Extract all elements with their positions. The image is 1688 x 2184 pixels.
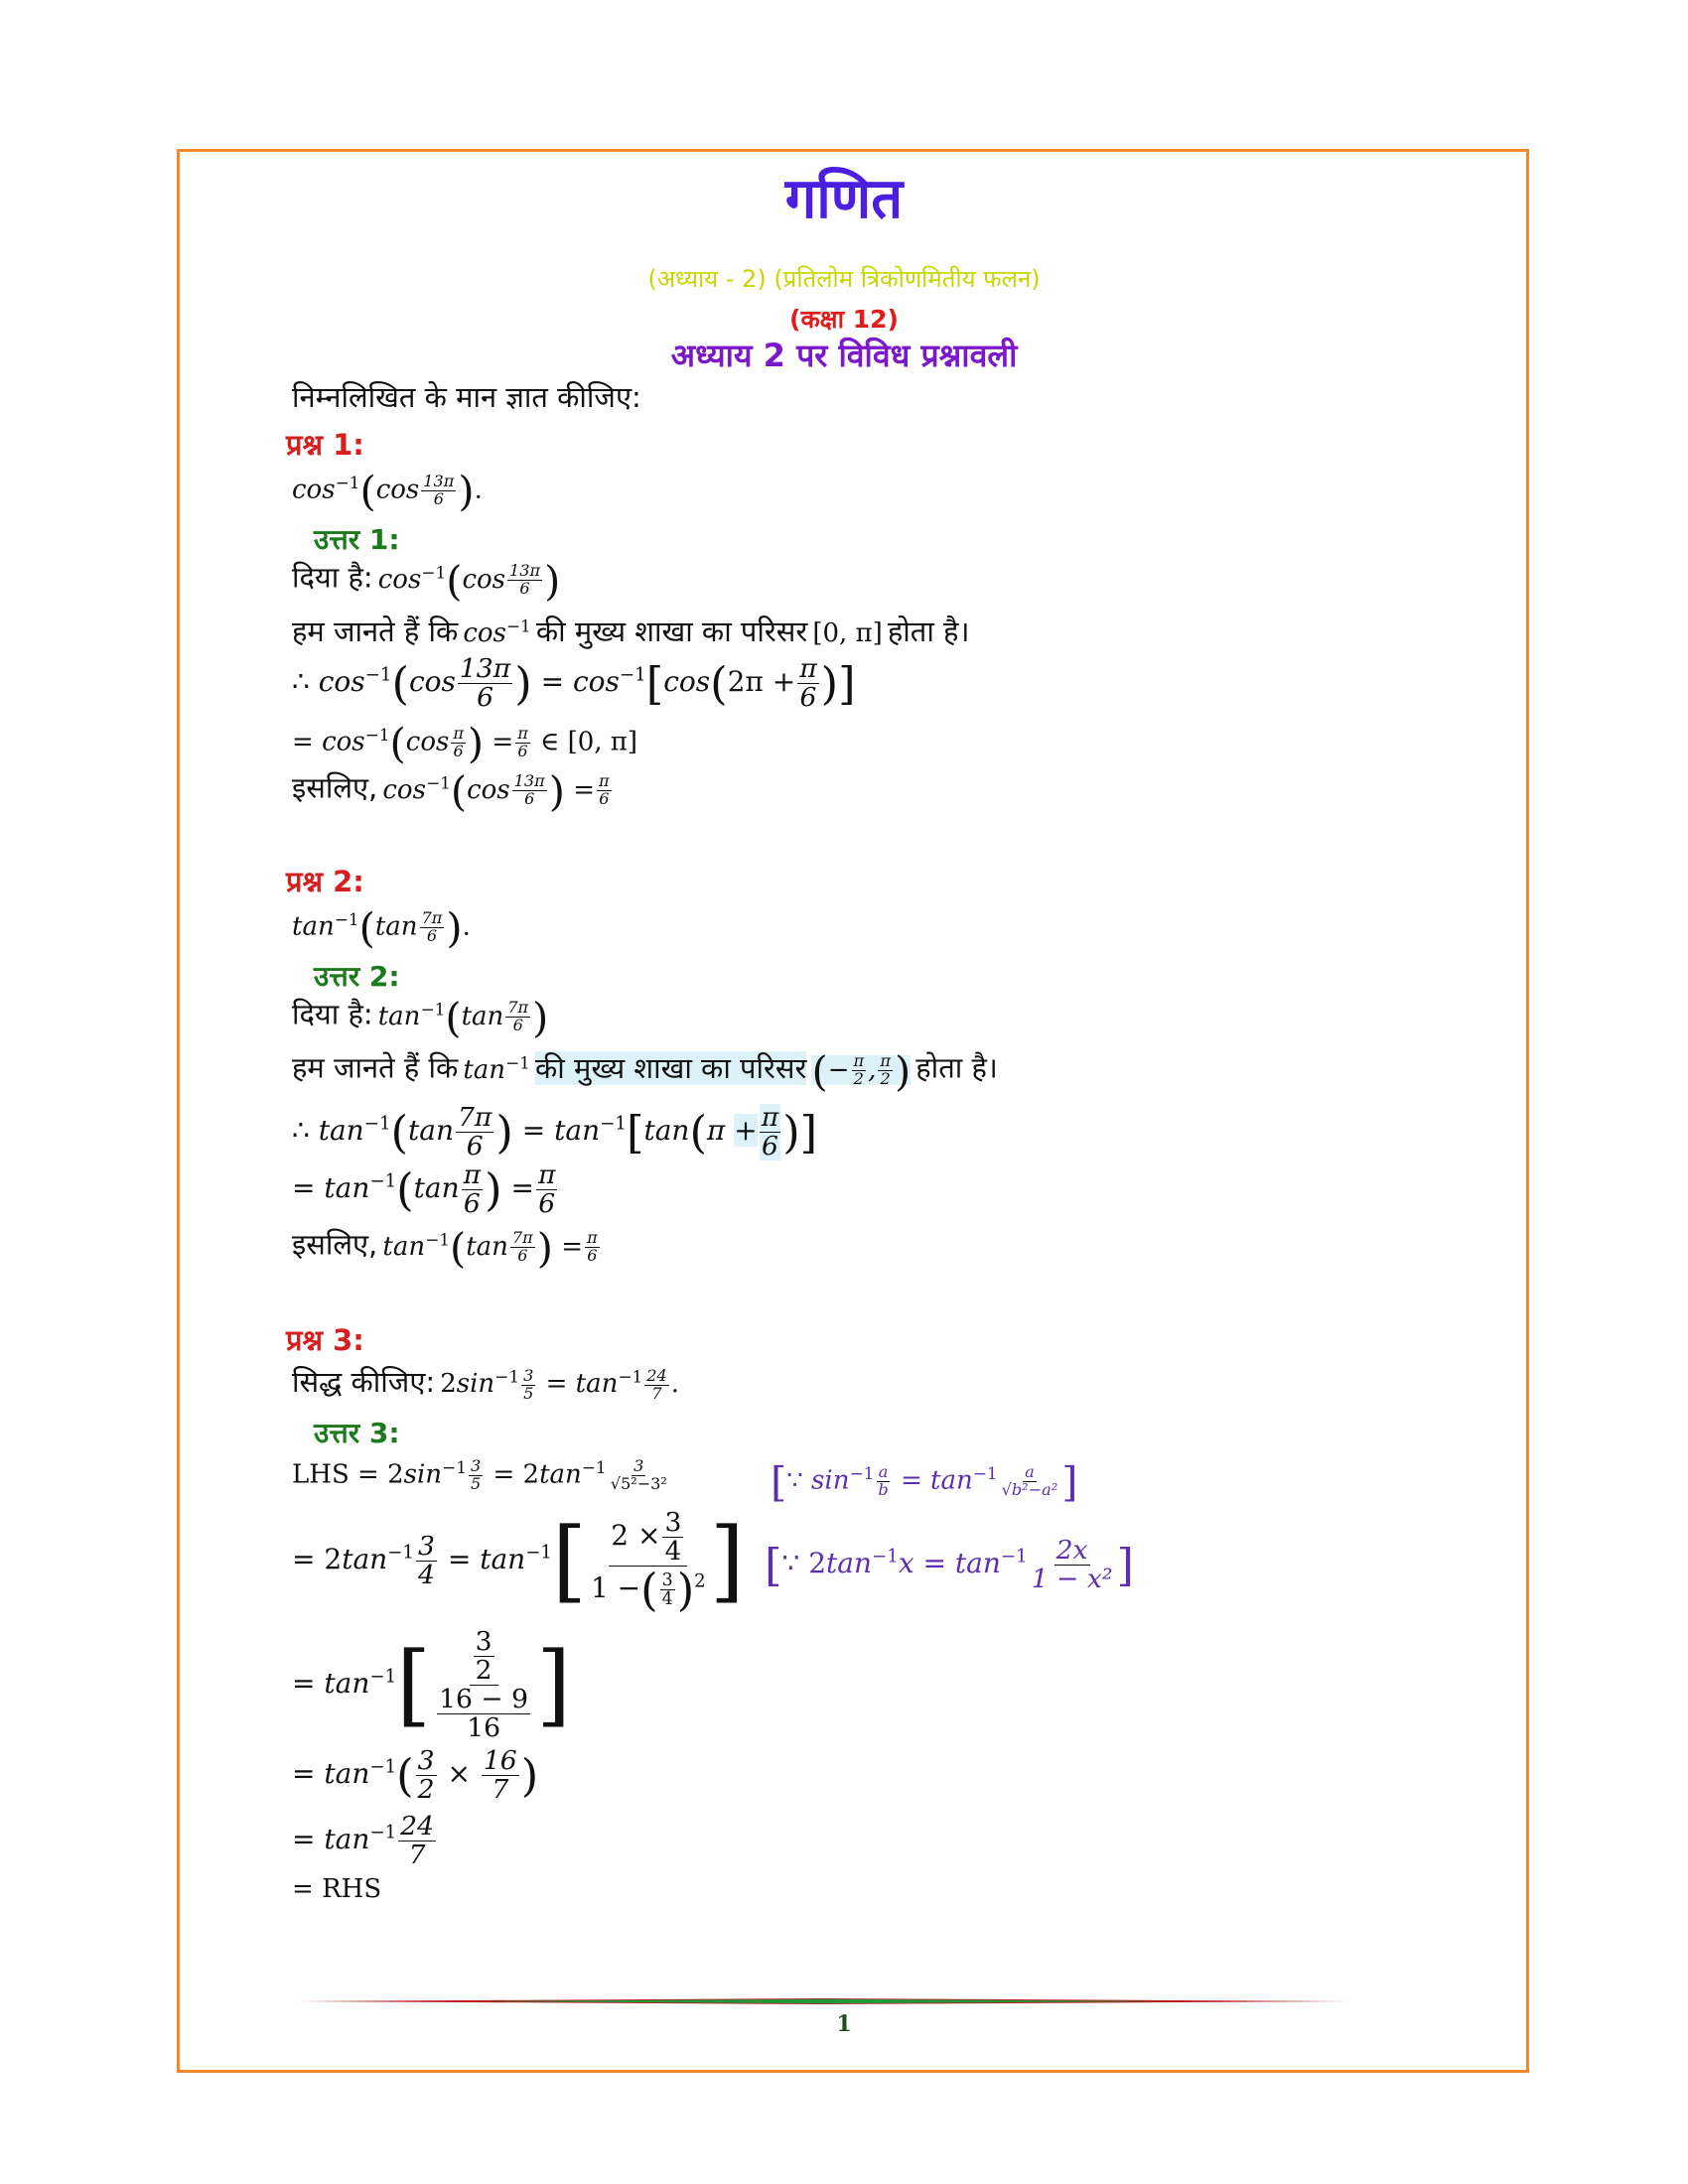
- answer-3-label: उत्तर 3:: [314, 1417, 400, 1449]
- answer-3-step-5: = $\tan^{-1}$ $\frac{24}{7}$: [292, 1811, 435, 1870]
- question-2-statement: $\tan^{-1}(\tan$ $\frac{7\pi}{6}$ ).: [292, 903, 471, 952]
- answer-3-note-2: [∵ $2\tan^{-1}x = \tan^{-1}$ $\frac{2x}{\text{1 − x²}}$ ]: [765, 1535, 1134, 1594]
- answer-1-step-2: = $\cos^{-1}(\cos$ $\frac{\pi}{6}$ ) = $\frac{\pi}{6}$ ∈ [0, π]: [292, 719, 638, 767]
- answer-3-note-1: [∵ $\sin^{-1}$ $\frac{a}{b}$ = $\tan^{-1}$ $\frac{a}{\text{√b²−a²}}$ ]: [771, 1457, 1078, 1506]
- answer-1-conclusion: इसलिए, $\cos^{-1}(\cos$ $\frac{13\pi}{6}$ ) = $\frac{\pi}{6}$: [292, 766, 610, 815]
- class-label: (कक्षा 12): [789, 305, 899, 334]
- answer-2-step-1: ∴ $\tan^{-1}(\tan$ $\frac{7\pi}{6}$ ) = $\tan^{-1}[\tan(\pi$ + $\frac{\pi}{6}$ )]: [292, 1102, 818, 1161]
- answer-1-label: उत्तर 1:: [314, 523, 400, 556]
- answer-1-range-line: हम जानते हैं कि $\cos^{-1}$ की मुख्य शाखा का परिसर [0, π] होता है।: [292, 614, 970, 648]
- answer-3-step-4: = $\tan^{-1}$( $\frac{3}{2}$ × $\frac{16}{7}$ ): [292, 1745, 539, 1805]
- answer-2-step-2: = $\tan^{-1}(\tan$ $\frac{\pi}{6}$ ) = $\frac{\pi}{6}$: [292, 1160, 556, 1219]
- answer-2-range-line: हम जानते हैं कि $\tan^{-1}$ की मुख्य शाखा का परिसर (− $\frac{\pi}{2}$ , $\frac{\pi}{2}$ ) होता है।: [292, 1046, 998, 1095]
- page-title: गणित: [784, 167, 904, 231]
- answer-3-step-1: LHS = $2\sin^{-1}$ $\frac{3}{5}$ = $2\tan^{-1}$ $\frac{3}{\text{√5²−3²}}$: [292, 1456, 667, 1494]
- answer-2-label: उत्तर 2:: [314, 960, 400, 993]
- exercise-title: अध्याय 2 पर विविध प्रश्नावली: [670, 337, 1018, 374]
- chapter-subtitle: (अध्याय - 2) (प्रतिलोम त्रिकोणमितीय फलन): [647, 265, 1041, 293]
- question-3-statement: सिद्ध कीजिए: $2\sin^{-1}$ $\frac{3}{5}$ = $\tan^{-1}$ $\frac{24}{7}$ .: [292, 1365, 680, 1403]
- answer-1-given: दिया है: $\cos^{-1}(\cos$ $\frac{13\pi}{6}$ ): [292, 556, 561, 605]
- intro-text: निम्नलिखित के मान ज्ञात कीजिए:: [292, 380, 641, 414]
- question-3-label: प्रश्न 3:: [286, 1323, 364, 1357]
- page-number: 1: [836, 2011, 852, 2037]
- answer-2-given: दिया है: $\tan^{-1}(\tan$ $\frac{7\pi}{6}$ ): [292, 993, 549, 1041]
- answer-3-step-2: = $2\tan^{-1}$ $\frac{3}{4}$ = $\tan^{-1}$[ 2 × $\frac{3}{4}$ 1 −( $\frac{3}{4}$ )$^2$ ]: [292, 1507, 745, 1616]
- answer-1-step-1: ∴ $\cos^{-1}(\cos$ $\frac{13\pi}{6}$ ) = $\cos^{-1}[\cos(2\pi$ + $\frac{\pi}{6}$ )]: [292, 653, 856, 713]
- question-1-label: प्रश्न 1:: [286, 428, 364, 462]
- footer-divider: [296, 1998, 1350, 2004]
- answer-3-step-3: = $\tan^{-1}$[ $\frac{\frac{3}{2}}{\frac{16 - 9}{16}}$ ]: [292, 1626, 572, 1743]
- question-2-label: प्रश्न 2:: [286, 865, 364, 898]
- question-1-statement: $\cos^{-1}(\cos$ $\frac{13\pi}{6}$ ).: [292, 467, 483, 515]
- answer-3-rhs: = RHS: [292, 1874, 382, 1904]
- answer-2-conclusion: इसलिए, $\tan^{-1}(\tan$ $\frac{7\pi}{6}$ ) = $\frac{\pi}{6}$: [292, 1223, 598, 1272]
